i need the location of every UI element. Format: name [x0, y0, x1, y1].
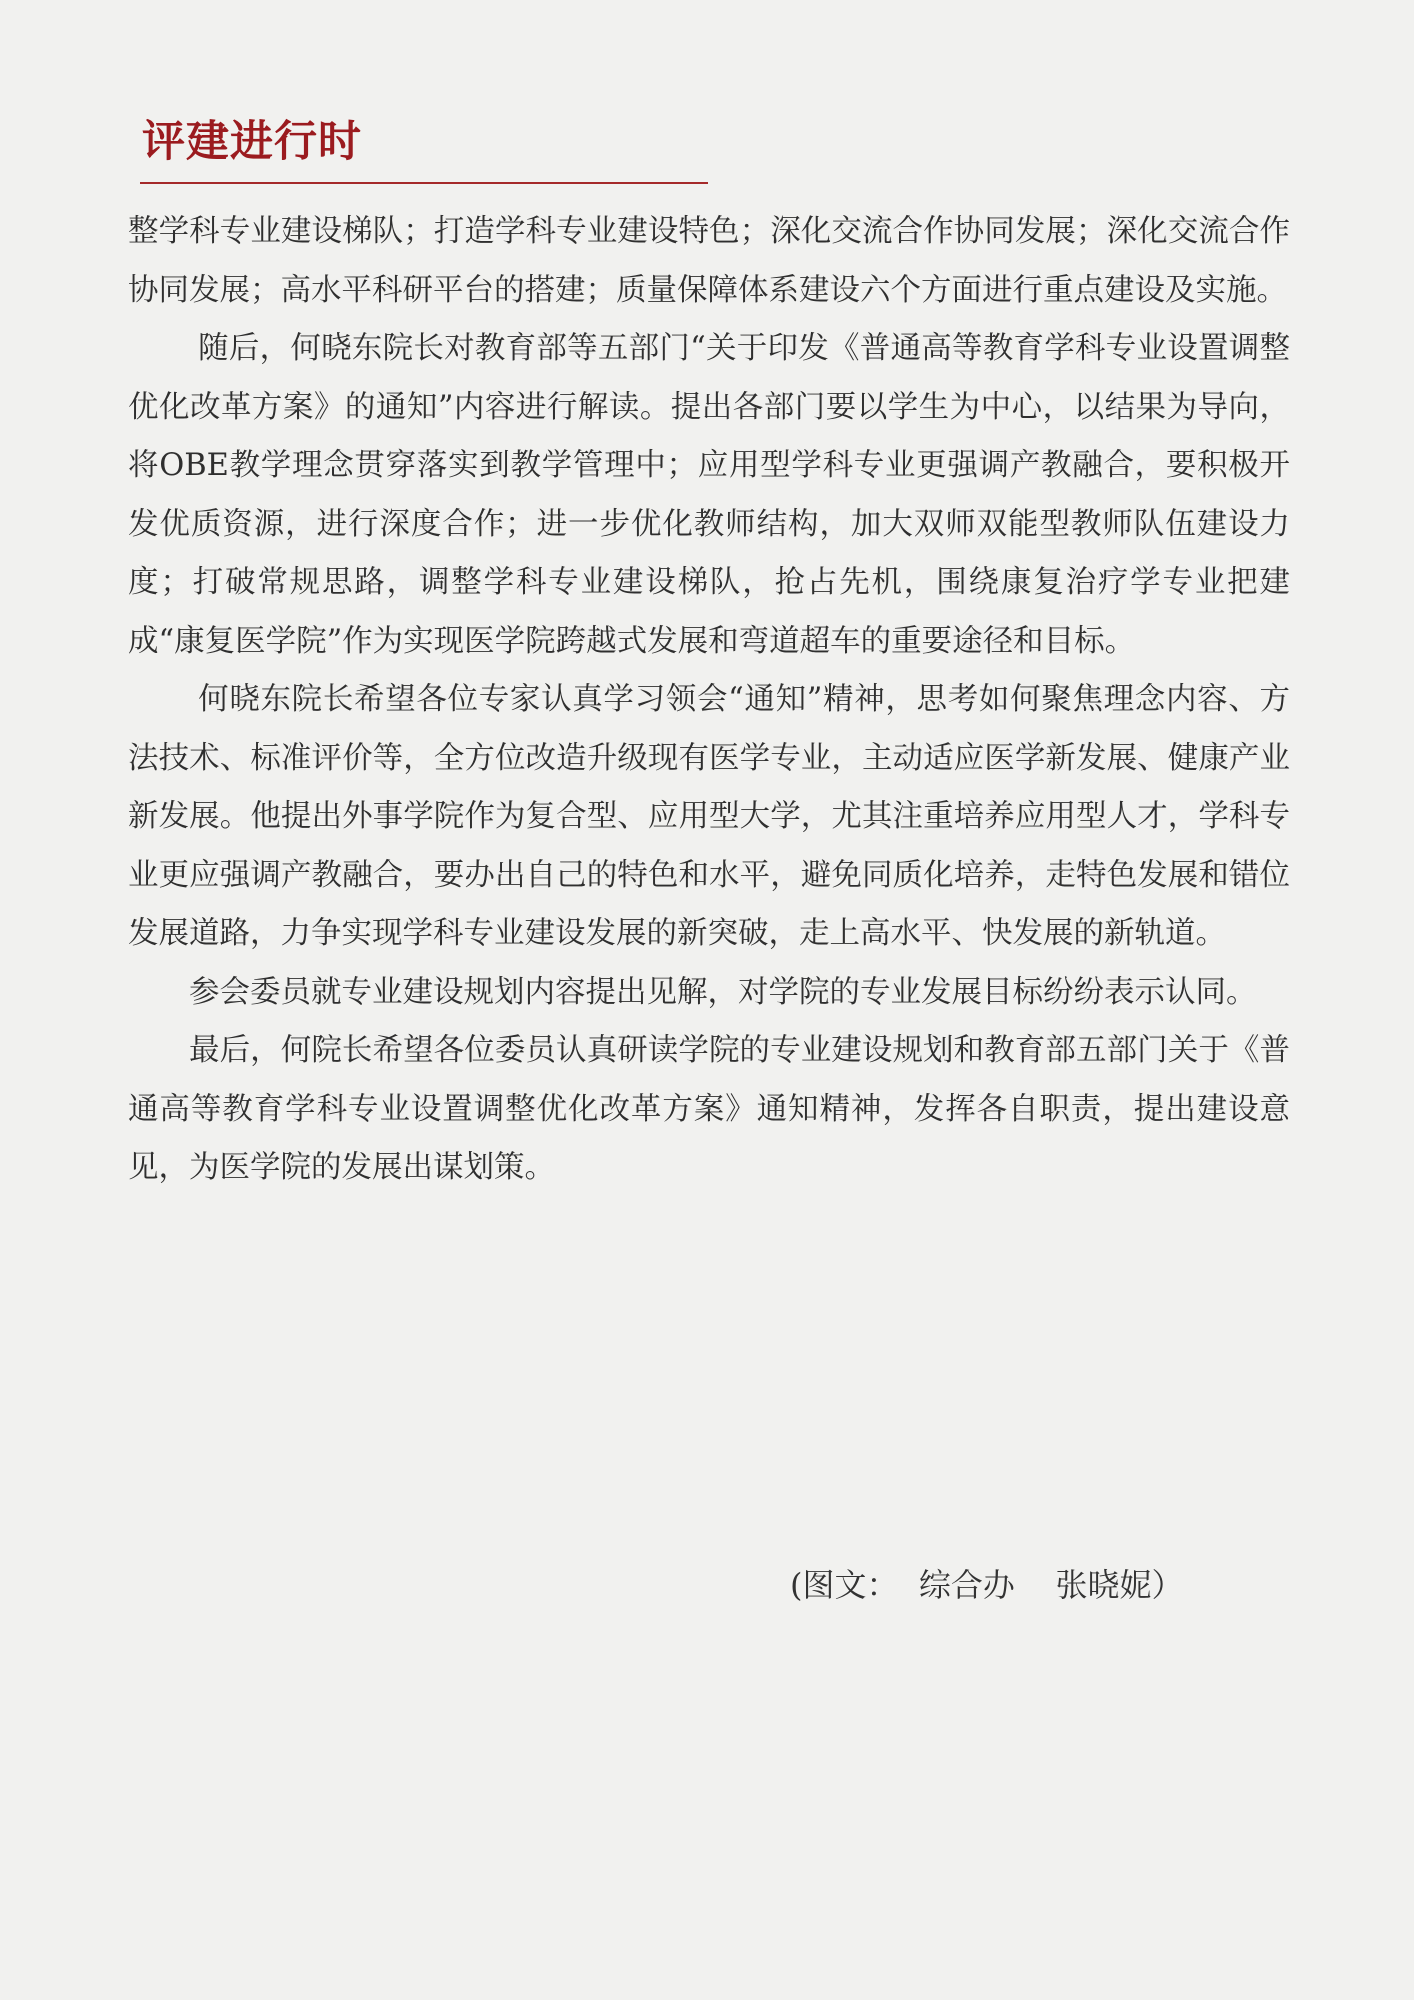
section-title: 评建进行时 [142, 117, 362, 167]
paragraph-continued: 整学科专业建设梯队；打造学科专业建设特色；深化交流合作协同发展；深化交流合作协同发展；高水平科研平台的搭建；质量保障体系建设六个方面进行重点建设及实施。 [128, 214, 1290, 308]
paragraph: 何晓东院长希望各位专家认真学习领会“通知”精神，思考如何聚焦理念内容、方法技术、标准评价等，全方位改造升级现有医学专业，主动适应医学新发展、健康产业新发展。他提出外事学院作为复合型、应用型大学，尤其注重培养应用型人才，学科专业更应强调产教融合，要办出自己的特色和水平，避免同质化培养，走特色发展和错位发展道路，力争实现学科专业建设发展的新突破，走上高水平、快发展的新轨道。 [128, 682, 1290, 951]
paragraph: 随后，何晓东院长对教育部等五部门“关于印发《普通高等教育学科专业设置调整优化改革方案》的通知”内容进行解读。提出各部门要以学生为中心，以结果为导向，将OBE教学理念贯穿落实到教学管理中；应用型学科专业更强调产教融合，要积极开发优质资源，进行深度合作；进一步优化教师结构，加大双师双能型教师队伍建设力度；打破常规思路，调整学科专业建设梯队，抢占先机，围绕康复治疗学专业把建成“康复医学院”作为实现医学院跨越式发展和弯道超车的重要途径和目标。 [128, 331, 1290, 659]
article-body [128, 203, 1290, 1198]
section-header [140, 112, 708, 184]
paragraph: 参会委员就专业建设规划内容提出见解，对学院的专业发展目标纷纷表示认同。 [189, 974, 1257, 1010]
paragraph: 最后，何院长希望各位委员认真研读学院的专业建设规划和教育部五部门关于《普通高等教育学科专业设置调整优化改革方案》通知精神，发挥各自职责，提出建设意见，为医学院的发展出谋划策。 [128, 1033, 1290, 1185]
title-underline [140, 182, 708, 184]
byline: (图文： 综合办 张晓妮） [790, 1566, 1184, 1604]
